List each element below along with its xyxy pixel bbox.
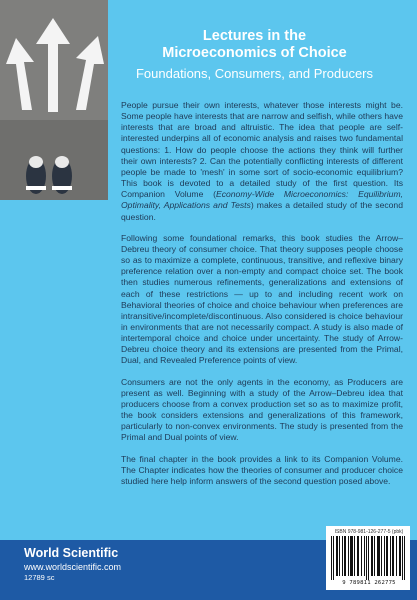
book-title-line-2: Microeconomics of Choice [162,45,347,61]
cover-photo-road-arrows [0,0,108,200]
barcode-box [326,526,410,590]
blurb-paragraph-1 [121,100,403,223]
blurb-p1-text-b: ) makes a detailed study of the second question. [121,200,403,222]
blurb-p1-text-a: People pursue their own interests, whatever those interests might be. Some people have interests that are narrow and selfish, while others have interests that are broad and altruistic. The idea that people are self-interested underpins all of economic analysis and raises two fundamental questions: 1. How do people choose the actions they think will further their own interests? 2. Can the potentially conflicting interests of different people be made to 'mesh' in some sort of socio-economic equilibrium? This book is devoted to a detailed study of the first question. Its Companion Volume ( [121,100,403,200]
isbn-label: ISBN 978-981-126-277-5 (pbk) [334,529,404,535]
title-block [112,28,397,83]
publisher-info [24,546,121,583]
companion-volume-title: Economy-Wide Microeconomics: Equilibrium, Optimality, Applications and Tests [121,189,403,211]
publisher-code: 12789 sc [24,573,55,582]
road-arrows-icon [0,0,108,200]
back-cover-blurb [121,100,403,497]
barcode-digits: 9 789811 262775 [342,580,396,586]
publisher-url[interactable]: www.worldscientific.com [24,562,122,572]
barcode-icon [331,536,405,580]
blurb-paragraph-2: Following some foundational remarks, this book studies the Arrow–Debreu theory of consumer choice. That theory supposes people choose so as to maximize a complete, continuous, transitive, and reflexive binary preference relation over a non-empty and compact choice set. The book then studies numerous refinements, generalizations and extensions of each of these restrictions — up to and including recent work on Behavioral theories of choice and choice behaviour when preferences are intransitive/incomplete/discontinuous. Also considered is choice behaviour in environments that are not necessarily compact. A study is also made of intertemporal choice and choice under uncertainty. The study of Arrow-Debreu choice theory and its extensions are presented from the Primal, Dual, and Revealed Preference points of view. [121,232,403,366]
publisher-name: World Scientific [24,546,119,560]
book-subtitle: Foundations, Consumers, and Producers [135,66,373,81]
blurb-paragraph-3: Consumers are not the only agents in the economy, as Producers are present as well. Beginning with a study of the Arrow–Debreu idea that producers choose from a convex production set so as to maximize profit, the book considers extensions and generalizations of this framework, particularly to non-convex environments. The study is presented from the Primal and Dual points of view. [121,376,403,443]
blurb-paragraph-4: The final chapter in the book provides a link to its Companion Volume. The Chapter indicates how the theories of consumer and producer choice studied here help inform answers of the second question posed above. [121,453,403,486]
book-title-line-1: Lectures in the [202,28,307,44]
